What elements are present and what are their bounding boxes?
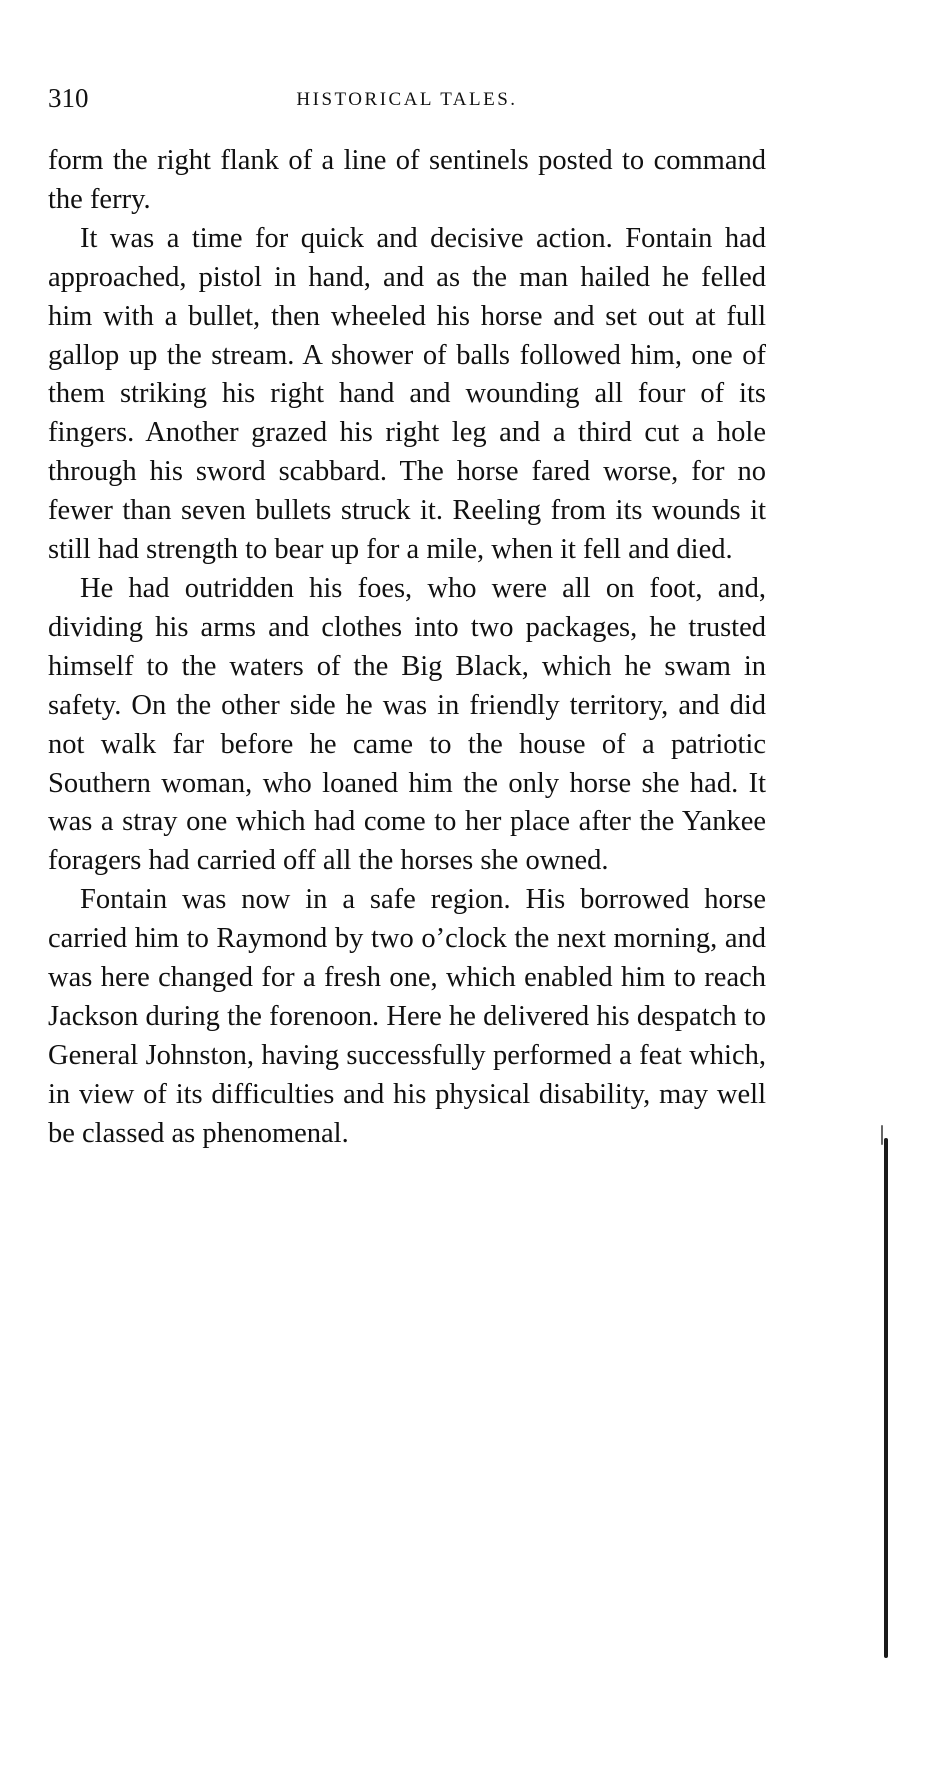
page-number: 310	[48, 83, 89, 113]
paragraph: It was a time for quick and decisive action. Fontain had approached, pistol in hand, and as the man hailed he felled him with a bullet, then wheeled his horse and set out at full gallop up the stream. A shower of balls followed him, one of them striking his right hand and wounding all four of its fingers. Another grazed his right leg and a third cut a hole through his sword scabbard. The horse fared worse, for no fewer than seven bullets struck it. Reeling from its wounds it still had strength to bear up for a mile, when it fell and died.	[48, 222, 766, 566]
binding-edge-line	[884, 1138, 888, 1658]
running-head: HISTORICAL TALES.	[296, 89, 518, 110]
paragraph: Fontain was now in a safe region. His borrowed horse carried him to Raymond by two o’clock the next morning, and was here changed for a fresh one, which enabled him to reach Jackson during the forenoon. Here he delivered his despatch to General Johnston, having successfully performed a feat which, in view of its difficulties and his physical disability, may well be classed as phenomenal.	[48, 884, 766, 1149]
page-header	[48, 80, 766, 116]
binding-edge-mark	[881, 1125, 883, 1145]
body-text	[48, 142, 766, 1154]
paragraph: He had outridden his foes, who were all on foot, and, dividing his arms and clothes into two packages, he trusted himself to the waters of the Big Black, which he swam in safety. On the other side he was in friendly territory, and did not walk far before he came to the house of a patriotic Southern woman, who loaned him the only horse she had. It was a stray one which had come to her place after the Yankee foragers had carried off all the horses she owned.	[48, 572, 766, 877]
paragraph-continued: form the right flank of a line of sentinels posted to command the ferry.	[48, 145, 766, 215]
